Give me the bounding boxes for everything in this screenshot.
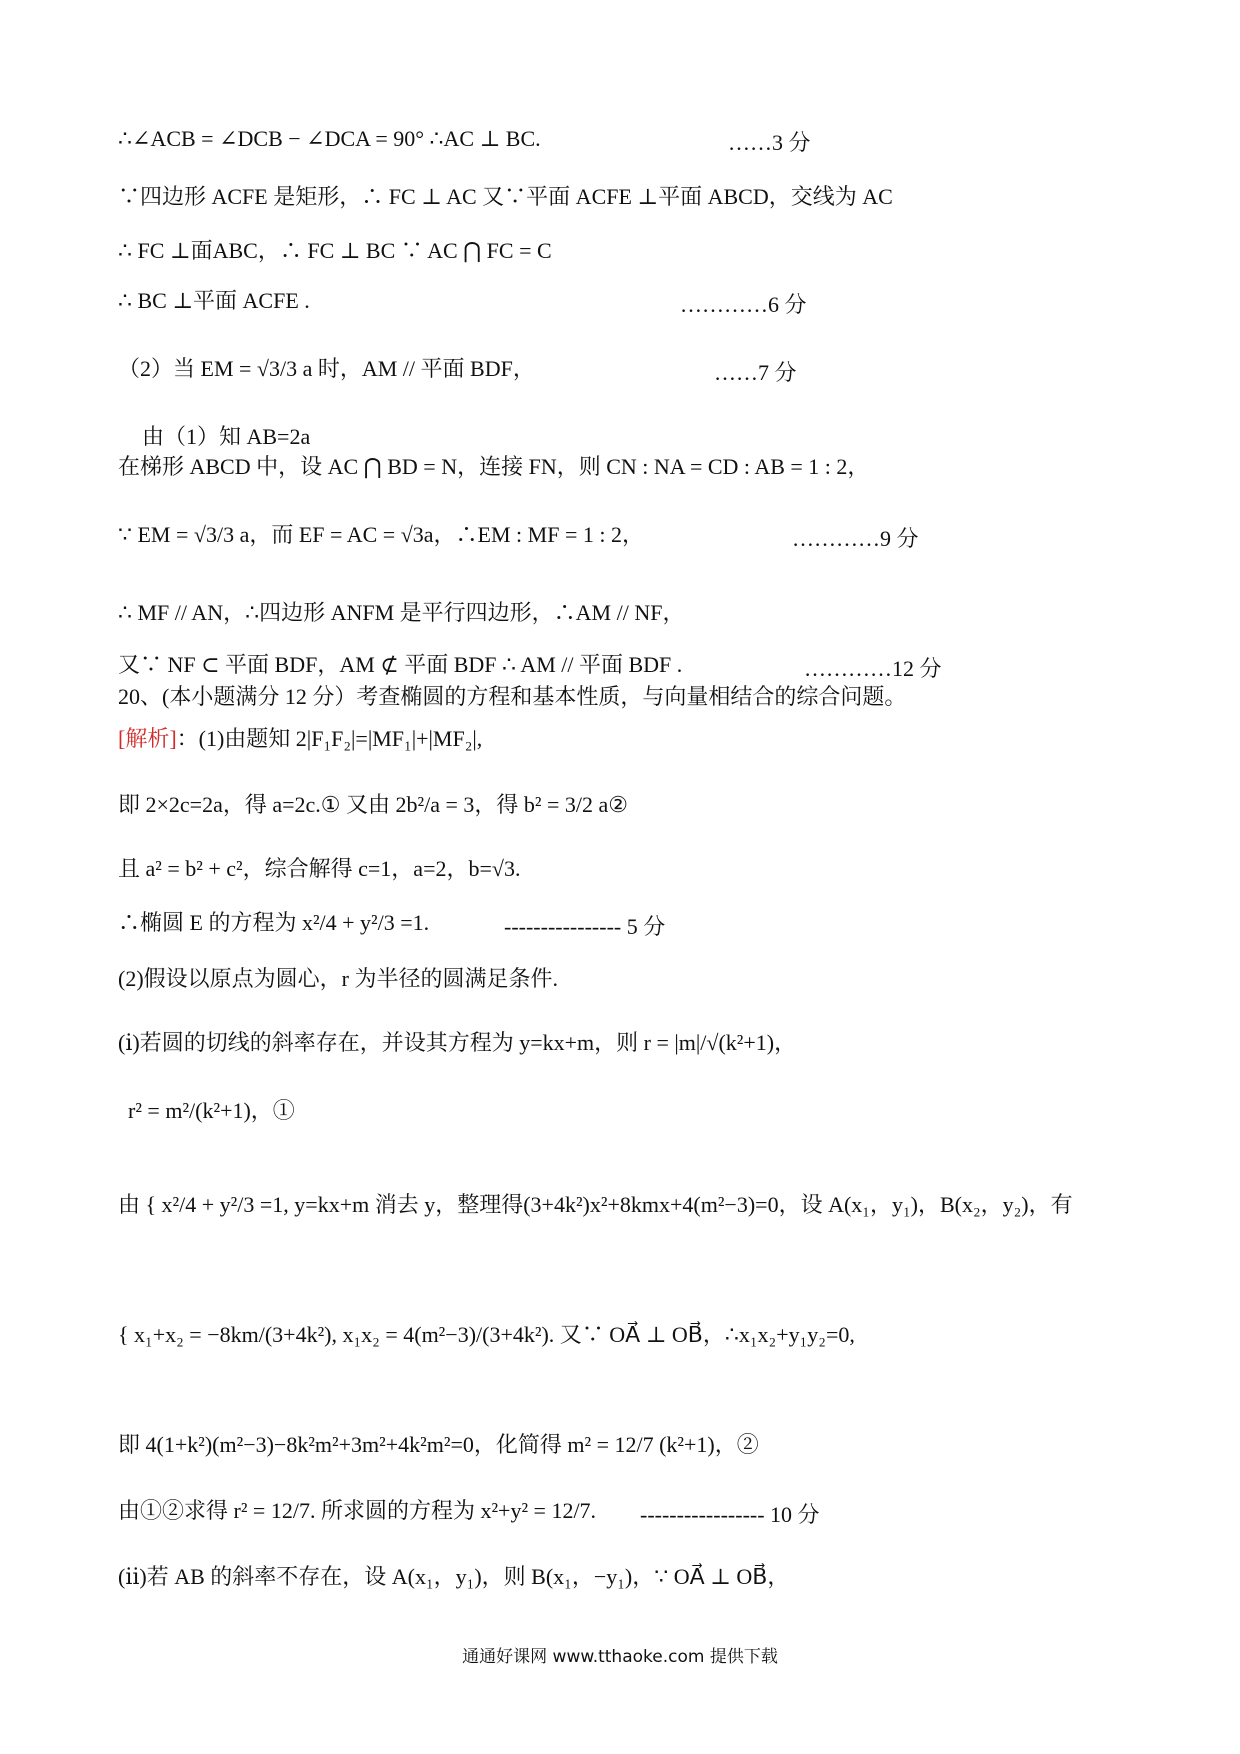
- text-line: 即 2×2c=2a，得 a=2c.① 又由 2b²/a = 3，得 b² = 3/2 a②: [118, 792, 628, 817]
- text-line: ∴ BC ⊥平面 ACFE .: [118, 288, 310, 313]
- text-line: 且 a² = b² + c²，综合解得 c=1，a=2，b=√3.: [118, 856, 521, 881]
- text-line: [解析]：(1)由题知 2|F₁F₂|=|MF₁|+|MF₂|,: [118, 726, 483, 751]
- text-line: ∴∠ACB = ∠DCB − ∠DCA = 90° ∴AC ⊥ BC.: [118, 126, 541, 151]
- score-mark: …………9 分: [792, 526, 919, 551]
- text-line: 在梯形 ABCD 中，设 AC ⋂ BD = N，连接 FN，则 CN : NA = CD : AB = 1 : 2，: [118, 454, 870, 479]
- text-line: ∴ FC ⊥面ABC，∴ FC ⊥ BC ∵ AC ⋂ FC = C: [118, 238, 552, 263]
- text-line: (2)假设以原点为圆心，r 为半径的圆满足条件.: [118, 966, 558, 991]
- text-line: ∵ EM = √3/3 a，而 EF = AC = √3a，∴EM : MF = 1 : 2，: [118, 522, 644, 547]
- score-mark: ……3 分: [728, 130, 811, 155]
- text-line: (ⅰ)若圆的切线的斜率存在，并设其方程为 y=kx+m，则 r = |m|/√(k²+1)，: [118, 1030, 797, 1055]
- score-mark: ----------------- 10 分: [640, 1502, 820, 1527]
- text-line: 由（1）知 AB=2a: [142, 424, 311, 449]
- text-line: 又∵ NF ⊂ 平面 BDF，AM ⊄ 平面 BDF ∴ AM // 平面 BDF .: [118, 652, 683, 677]
- text-line: r² = m²/(k²+1)，①: [128, 1098, 295, 1123]
- text-line: ∴椭圆 E 的方程为 x²/4 + y²/3 =1.: [118, 910, 430, 935]
- score-mark: …………6 分: [680, 292, 807, 317]
- text-line: ∵四边形 ACFE 是矩形，∴ FC ⊥ AC 又∵平面 ACFE ⊥平面 ABCD，交线为 AC: [118, 184, 893, 209]
- text-line: 由 { x²/4 + y²/3 =1, y=kx+m 消去 y，整理得(3+4k²)x²+8kmx+4(m²−3)=0，设 A(x₁，y₁)，B(x₂，y₂)，有: [118, 1192, 1073, 1217]
- text-line: (ⅱ)若 AB 的斜率不存在，设 A(x₁，y₁)，则 B(x₁，−y₁)，∵ OA⃗ ⊥ OB⃗，: [118, 1564, 790, 1589]
- score-mark: ---------------- 5 分: [504, 914, 666, 939]
- text-line: （2）当 EM = √3/3 a 时，AM // 平面 BDF，: [118, 356, 535, 381]
- text-line: { x₁+x₂ = −8km/(3+4k²), x₁x₂ = 4(m²−3)/(3+4k²). 又∵ OA⃗ ⊥ OB⃗，∴x₁x₂+y₁y₂=0,: [118, 1322, 855, 1347]
- page-footer: 通通好课网 www.tthaoke.com 提供下载: [462, 1647, 778, 1667]
- text-line: ∴ MF // AN，∴四边形 ANFM 是平行四边形，∴AM // NF，: [118, 600, 685, 625]
- analysis-label: [解析]: [118, 726, 177, 751]
- section-heading: 20、(本小题满分 12 分）考查椭圆的方程和基本性质，与向量相结合的综合问题。: [118, 684, 907, 709]
- score-mark: …………12 分: [804, 656, 942, 681]
- text-line: 由①②求得 r² = 12/7. 所求圆的方程为 x²+y² = 12/7.: [118, 1498, 597, 1523]
- text-line: 即 4(1+k²)(m²−3)−8k²m²+3m²+4k²m²=0，化简得 m² = 12/7 (k²+1)，②: [118, 1432, 759, 1457]
- score-mark: ……7 分: [714, 360, 797, 385]
